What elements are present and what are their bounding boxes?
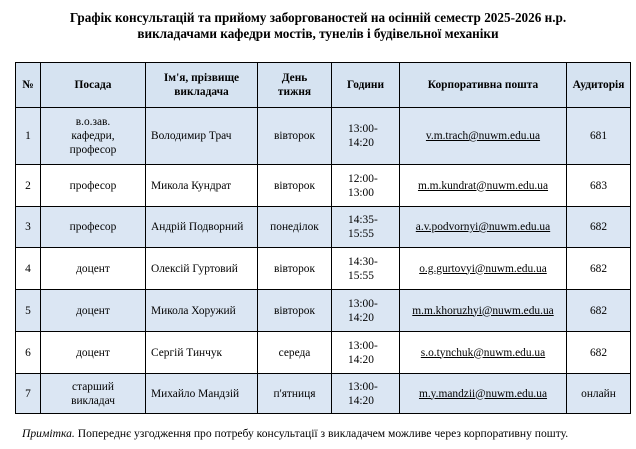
hours-line: 14:30- [348,255,378,268]
hours-cell [332,108,400,165]
room-cell [567,374,631,414]
position-line: викладач [71,394,115,407]
header-day-line-2: тижня [277,86,312,98]
weekday-text: середа [278,346,311,359]
table-body [16,108,631,414]
header-hours: Години [332,63,400,108]
weekday-cell [258,290,332,332]
hours-cell [332,248,400,290]
hours-line: 13:00- [348,297,378,310]
weekday-text: п'ятниця [273,387,316,400]
header-day-line-1: День [281,72,308,84]
table-header-row [16,63,631,108]
teacher-name [146,108,258,165]
teacher-name-text: Володимир Трач [151,130,232,142]
email-cell [400,108,567,165]
row-number-text: 3 [25,221,31,233]
row-number [16,374,41,414]
table-row [16,290,631,332]
header-room: Аудиторія [567,63,631,108]
teacher-name [146,207,258,248]
header-name [146,63,258,108]
row-number-text: 4 [25,262,31,275]
teacher-name [146,165,258,207]
teacher-name-text: Микола Хоружий [151,304,236,317]
hours-line: 12:00- [348,172,378,185]
weekday-cell [258,165,332,207]
weekday-text: понеділок [270,221,319,233]
hours-line: 13:00- [348,123,378,135]
weekday-cell [258,332,332,374]
room-text: 682 [589,346,608,359]
position-cell [41,207,146,248]
hours-line: 13:00- [348,380,378,393]
teacher-name-text: Михайло Мандзій [151,387,240,400]
email-cell [400,374,567,414]
hours-cell [332,374,400,414]
email-link[interactable]: o.g.gurtovyi@nuwm.edu.ua [419,262,547,275]
header-name-line-1: Ім'я, прізвище [163,72,240,84]
email-link[interactable]: s.o.tynchuk@nuwm.edu.ua [420,346,546,359]
header-email: Корпоративна пошта [400,63,567,108]
row-number [16,165,41,207]
hours-cell [332,332,400,374]
table-row [16,332,631,374]
position-line: доцент [76,304,110,317]
position-line: доцент [76,346,110,359]
hours-line: 14:35- [348,214,378,226]
position-cell [41,374,146,414]
hours-line: 14:20 [348,137,374,149]
row-number [16,248,41,290]
hours-line: 15:55 [348,269,374,282]
room-text: 682 [589,221,608,233]
title-line-2: викладачами кафедри мостів, тунелів і будівельної механіки [137,26,499,41]
position-line: професор [69,179,117,192]
weekday-text: вівторок [273,262,316,275]
row-number [16,332,41,374]
email-cell [400,248,567,290]
hours-line: 13:00- [348,339,378,352]
footnote-text: Попереднє узгодження про потребу консультації з викладачем можливе через корпоративну пошту. [74,427,569,440]
table-row [16,374,631,414]
weekday-cell [258,207,332,248]
header-day [258,63,332,108]
teacher-name-text: Микола Кундрат [151,179,232,192]
row-number [16,290,41,332]
hours-line: 14:20 [348,311,374,324]
room-text: 683 [589,179,608,192]
row-number-text: 7 [25,387,31,400]
weekday-cell [258,108,332,165]
email-link[interactable]: m.y.mandzii@nuwm.edu.ua [418,387,548,400]
position-line: професор [69,221,117,233]
hours-line: 14:20 [348,394,374,407]
weekday-text: вівторок [273,179,316,192]
title-line-1: Графік консультацій та прийому заборгованостей на осінній семестр 2025-2026 н.р. [69,10,567,25]
teacher-name [146,332,258,374]
email-link[interactable]: m.m.kundrat@nuwm.edu.ua [417,179,549,192]
row-number [16,108,41,165]
room-text: онлайн [581,387,616,400]
email-cell [400,332,567,374]
room-cell [567,207,631,248]
teacher-name-text: Олексій Гуртовий [151,262,238,275]
email-link[interactable]: a.v.podvornyi@nuwm.edu.ua [415,221,551,233]
teacher-name [146,374,258,414]
hours-cell [332,165,400,207]
weekday-text: вівторок [273,304,316,317]
hours-line: 13:00 [348,186,374,199]
position-line: кафедри, [71,130,115,142]
room-cell [567,332,631,374]
table-row [16,165,631,207]
table-row [16,248,631,290]
table-row [16,207,631,248]
room-text: 682 [589,304,608,317]
hours-cell [332,290,400,332]
position-line: старший [72,380,114,393]
position-cell [41,332,146,374]
page-title [0,10,636,42]
position-line: в.о.зав. [75,116,111,128]
room-cell [567,108,631,165]
email-link[interactable]: v.m.trach@nuwm.edu.ua [425,130,541,142]
weekday-cell [258,374,332,414]
position-line: доцент [76,262,110,275]
position-cell [41,290,146,332]
row-number [16,207,41,248]
room-cell [567,290,631,332]
schedule-table [15,62,631,414]
position-line: професор [69,144,117,156]
hours-cell [332,207,400,248]
header-position: Посада [41,63,146,108]
hours-line: 14:20 [348,353,374,366]
row-number-text: 5 [25,304,31,317]
teacher-name [146,290,258,332]
email-cell [400,165,567,207]
position-cell [41,108,146,165]
footnote [22,427,568,440]
position-cell [41,248,146,290]
hours-line: 15:55 [348,228,374,240]
teacher-name-text: Андрій Подворний [151,221,244,233]
teacher-name [146,248,258,290]
row-number-text: 2 [25,179,31,192]
room-text: 682 [589,262,608,275]
teacher-name-text: Сергій Тинчук [151,346,223,359]
room-text: 681 [589,130,608,142]
row-number-text: 6 [25,346,31,359]
row-number-text: 1 [25,130,31,142]
email-link[interactable]: m.m.khoruzhyi@nuwm.edu.ua [412,304,554,317]
email-cell [400,207,567,248]
header-name-line-2: викладача [174,86,229,98]
weekday-cell [258,248,332,290]
footnote-label: Примітка. [22,427,75,440]
weekday-text: вівторок [273,130,316,142]
position-cell [41,165,146,207]
room-cell [567,248,631,290]
email-cell [400,290,567,332]
table-row [16,108,631,165]
header-num: № [16,63,41,108]
room-cell [567,165,631,207]
